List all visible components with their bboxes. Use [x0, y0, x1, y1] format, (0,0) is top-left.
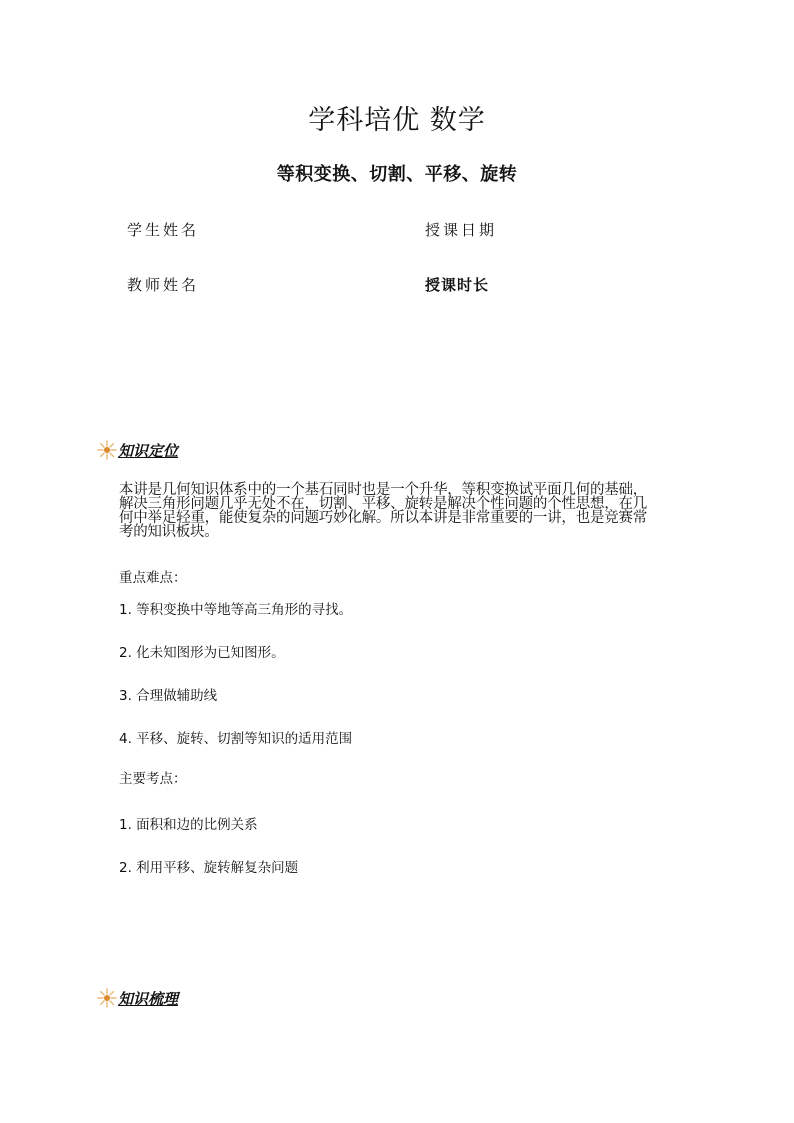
- section-heading-knowledge-review: [96, 987, 178, 1009]
- key-point-item: 2. 化未知图形为已知图形。: [119, 645, 285, 661]
- student-name-label: 学生姓名: [127, 221, 200, 239]
- section-heading-text: 知识梳理: [118, 989, 179, 1008]
- duration-label: 授课时长: [425, 276, 490, 294]
- page-title: 学科培优 数学: [308, 105, 486, 136]
- exam-point-item: 2. 利用平移、旋转解复杂问题: [119, 860, 299, 876]
- sun-flower-icon: [96, 439, 118, 461]
- exam-points-label: 主要考点：: [119, 771, 187, 787]
- section-heading-text: 知识定位: [118, 441, 179, 460]
- intro-paragraph: 本讲是几何知识体系中的一个基石同时也是一个升华，等积变换试平面几何的基础，解决三角形问题几乎无处不在，切割、平移、旋转是解决个性问题的个性思想，在几何中举足轻重，能使复杂的问题巧妙化解。所以本讲是非常重要的一讲，也是竞赛常考的知识板块。: [119, 482, 647, 540]
- date-label: 授课日期: [425, 221, 498, 239]
- exam-point-item: 1. 面积和边的比例关系: [119, 817, 258, 833]
- page-subtitle: 等积变换、切割、平移、旋转: [276, 164, 518, 185]
- key-point-item: 4. 平移、旋转、切割等知识的适用范围: [119, 731, 353, 747]
- key-point-item: 1. 等积变换中等地等高三角形的寻找。: [119, 602, 353, 618]
- section-heading-knowledge-positioning: [96, 439, 178, 461]
- sun-flower-icon: [96, 987, 118, 1009]
- key-point-item: 3. 合理做辅助线: [119, 688, 218, 704]
- key-points-label: 重点难点：: [119, 570, 187, 586]
- teacher-name-label: 教师姓名: [127, 276, 200, 294]
